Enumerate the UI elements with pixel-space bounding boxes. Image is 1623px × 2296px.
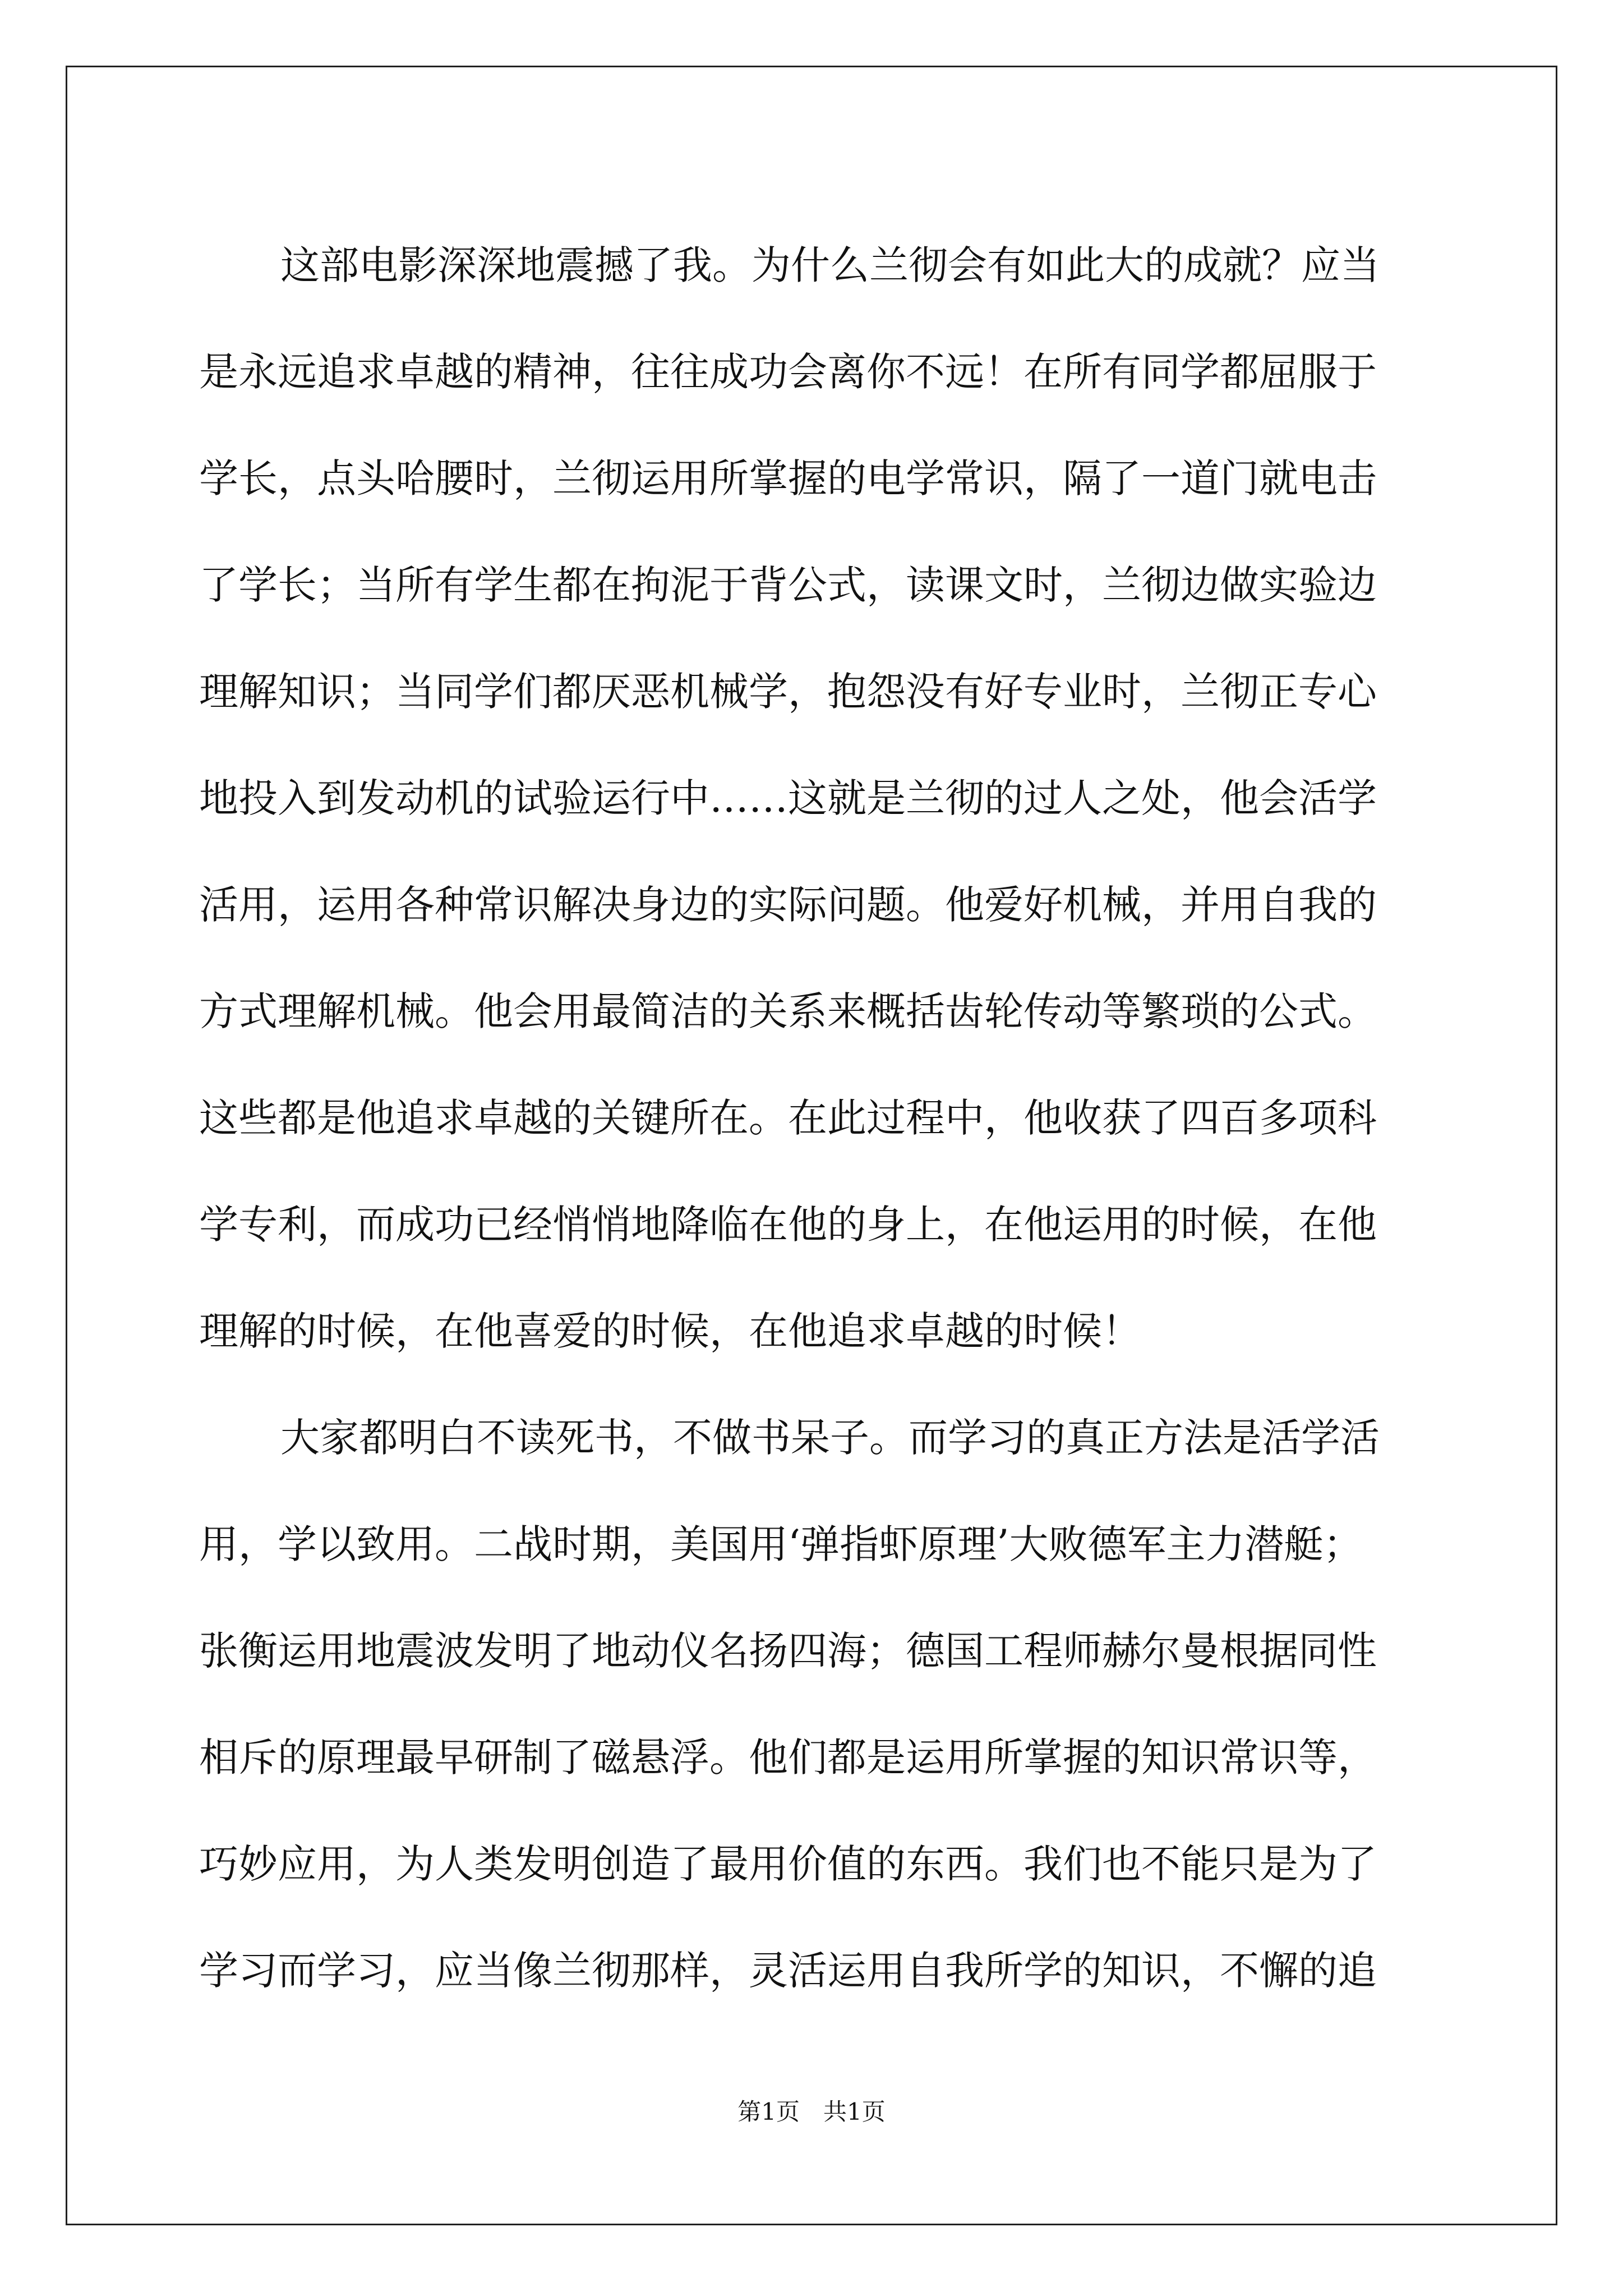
paragraph-2-line: 学习而学习，应当像兰彻那样，灵活运用自我所学的知识，不懈的追	[199, 1948, 1377, 1994]
paragraph-1-line: 这些都是他追求卓越的关键所在。在此过程中，他收获了四百多项科	[199, 1095, 1377, 1141]
paragraph-2-line: 用，学以致用。二战时期，美国用‘弹指虾原理’大败德军主力潜艇；	[199, 1521, 1363, 1567]
paragraph-1-line: 这部电影深深地震撼了我。为什么兰彻会有如此大的成就？应当	[280, 242, 1380, 288]
paragraph-1-line: 地投入到发动机的试验运行中……这就是兰彻的过人之处，他会活学	[199, 775, 1377, 821]
document-body	[199, 212, 1427, 2024]
paragraph-1-line: 了学长；当所有学生都在拘泥于背公式，读课文时，兰彻边做实验边	[199, 562, 1377, 608]
paragraph-1-line: 方式理解机械。他会用最简洁的关系来概括齿轮传动等繁琐的公式。	[199, 988, 1377, 1034]
paragraph-1-line: 是永远追求卓越的精神，往往成功会离你不远！在所有同学都屈服于	[199, 349, 1377, 395]
paragraph-1-line: 学专利，而成功已经悄悄地降临在他的身上，在他运用的时候，在他	[199, 1202, 1377, 1248]
paragraph-2-line: 相斥的原理最早研制了磁悬浮。他们都是运用所掌握的知识常识等，	[199, 1734, 1377, 1780]
paragraph-2-line: 张衡运用地震波发明了地动仪名扬四海；德国工程师赫尔曼根据同性	[199, 1628, 1377, 1674]
page-number-footer: 第1页 共1页	[737, 2098, 886, 2125]
paragraph-2-line: 大家都明白不读死书，不做书呆子。而学习的真正方法是活学活	[280, 1415, 1380, 1461]
paragraph-1-line: 活用，运用各种常识解决身边的实际问题。他爱好机械，并用自我的	[199, 882, 1377, 928]
paragraph-1-line: 理解的时候，在他喜爱的时候，在他追求卓越的时候！	[199, 1308, 1141, 1354]
paragraph-1-line: 理解知识；当同学们都厌恶机械学，抱怨没有好专业时，兰彻正专心	[199, 669, 1377, 715]
paragraph-1-line: 学长，点头哈腰时，兰彻运用所掌握的电学常识，隔了一道门就电击	[199, 455, 1377, 501]
paragraph-2-line: 巧妙应用，为人类发明创造了最用价值的东西。我们也不能只是为了	[199, 1841, 1377, 1887]
